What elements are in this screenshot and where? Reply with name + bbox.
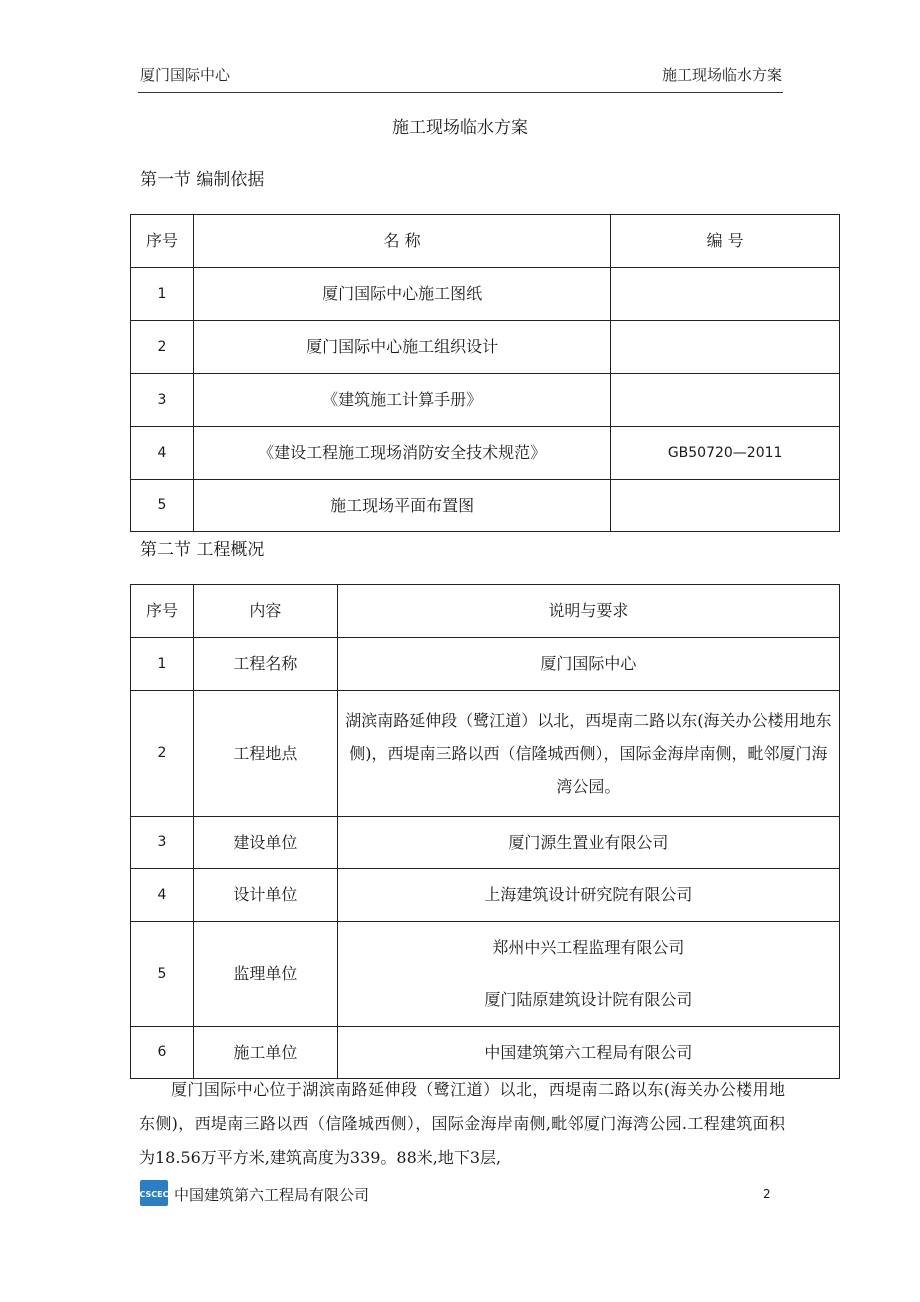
overview-table (130, 584, 840, 1079)
cscec-logo-icon (140, 1180, 168, 1206)
row-code (611, 480, 840, 532)
row-desc: 中国建筑第六工程局有限公司 (337, 1027, 839, 1079)
header-rule (138, 92, 783, 93)
row-name: 《建筑施工计算手册》 (193, 374, 610, 427)
logo-text: CSCEC (139, 1190, 169, 1199)
row-desc-multi (337, 922, 839, 1027)
row-name: 厦门国际中心施工图纸 (193, 268, 610, 321)
row-no: 6 (131, 1027, 194, 1079)
row-no: 2 (131, 321, 194, 374)
row-no: 4 (131, 427, 194, 480)
header-document-name: 施工现场临水方案 (661, 66, 782, 84)
table-row (131, 480, 840, 532)
section-1-title: 第一节 编制依据 (140, 170, 265, 190)
column-header-code: 编 号 (611, 215, 840, 268)
row-name: 《建设工程施工现场消防安全技术规范》 (193, 427, 610, 480)
row-item: 工程地点 (193, 691, 337, 817)
row-name: 施工现场平面布置图 (193, 480, 610, 532)
table-row (131, 691, 840, 817)
row-code (611, 268, 840, 321)
row-code (611, 321, 840, 374)
column-header-item: 内容 (193, 585, 337, 638)
table-row (131, 321, 840, 374)
row-item: 工程名称 (193, 638, 337, 691)
row-item: 监理单位 (193, 922, 337, 1027)
column-header-no: 序号 (131, 215, 194, 268)
row-no: 3 (131, 374, 194, 427)
row-no: 2 (131, 691, 194, 817)
row-desc: 上海建筑设计研究院有限公司 (337, 869, 839, 922)
row-code (611, 374, 840, 427)
row-item: 施工单位 (193, 1027, 337, 1079)
row-item: 建设单位 (193, 817, 337, 869)
row-no: 1 (131, 268, 194, 321)
row-item: 设计单位 (193, 869, 337, 922)
column-header-no: 序号 (131, 585, 194, 638)
row-no: 5 (131, 480, 194, 532)
header-project-name: 厦门国际中心 (140, 66, 231, 84)
document-title: 施工现场临水方案 (392, 118, 528, 138)
table-row (131, 427, 840, 480)
basis-table (130, 214, 840, 532)
table-row (131, 268, 840, 321)
row-desc: 湖滨南路延伸段（鹭江道）以北，西堤南二路以东(海关办公楼用地东侧)，西堤南三路以西（信隆城西侧），国际金海岸南侧，毗邻厦门海湾公园。 (337, 691, 839, 817)
page-number: 2 (763, 1187, 771, 1201)
row-name: 厦门国际中心施工组织设计 (193, 321, 610, 374)
row-desc: 厦门源生置业有限公司 (337, 817, 839, 869)
table-row (131, 922, 840, 1027)
row-desc-line: 郑州中兴工程监理有限公司 (492, 938, 685, 957)
row-no: 1 (131, 638, 194, 691)
table-header-row (131, 215, 840, 268)
row-no: 3 (131, 817, 194, 869)
table-row (131, 374, 840, 427)
column-header-name: 名 称 (193, 215, 610, 268)
row-desc-line: 厦门陆原建筑设计院有限公司 (484, 990, 693, 1009)
table-row (131, 869, 840, 922)
row-code: GB50720—2011 (611, 427, 840, 480)
table-row (131, 1027, 840, 1079)
table-row (131, 638, 840, 691)
table-header-row (131, 585, 840, 638)
row-no: 5 (131, 922, 194, 1027)
section-2-title: 第二节 工程概况 (140, 540, 265, 560)
project-overview-paragraph: 厦门国际中心位于湖滨南路延伸段（鹭江道）以北，西堤南二路以东(海关办公楼用地东侧)，西堤南三路以西（信隆城西侧），国际金海岸南侧,毗邻厦门海湾公园.工程建筑面积为18.56万平方米,建筑高度为339。88米,地下3层, (139, 1080, 785, 1167)
column-header-desc: 说明与要求 (337, 585, 839, 638)
row-desc: 厦门国际中心 (337, 638, 839, 691)
row-no: 4 (131, 869, 194, 922)
footer-company: 中国建筑第六工程局有限公司 (174, 1186, 370, 1204)
table-row (131, 817, 840, 869)
